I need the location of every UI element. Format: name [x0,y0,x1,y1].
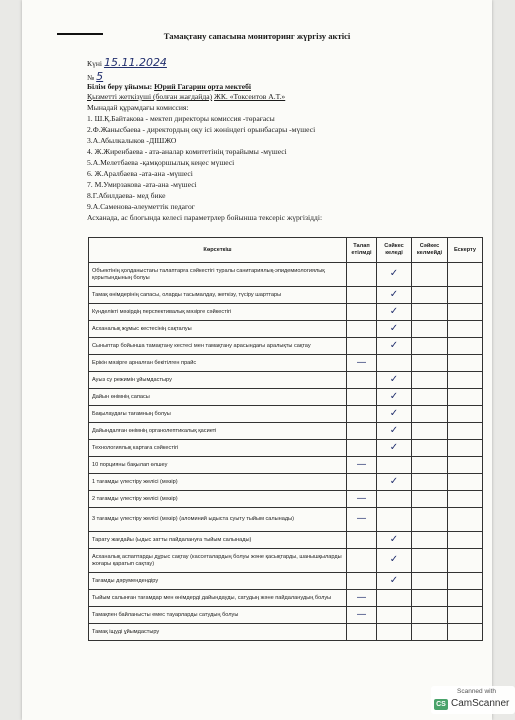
table-row [89,607,483,624]
check-mark-icon: ✓ [377,338,412,355]
member-line: 6. Ж.Аралбаева -ата-ана -мүшесі [87,169,193,178]
header-non-compliant: Сәйкес келмейді [412,238,448,263]
empty-cell [448,287,483,304]
school-line [87,82,251,91]
member-line: 9.А.Саменова-әлеуметтік педагог [87,202,195,211]
indicator-cell: Тарату жағдайы (ыдыс затты пайдалануға тыйым салынады) [89,532,347,549]
table-row [89,549,483,573]
empty-cell [412,321,448,338]
empty-cell [448,338,483,355]
table-row [89,532,483,549]
table-row [89,573,483,590]
date-line [87,56,167,69]
empty-cell [412,304,448,321]
table-row [89,624,483,641]
dash-mark: — [347,590,377,607]
check-mark-icon: ✓ [377,287,412,304]
indicator-cell: Ерікін мәзірге арналған бекітілген прайс [89,355,347,372]
school-label: Білім беру ұйымы: [87,82,153,91]
table-row [89,491,483,508]
empty-cell [412,263,448,287]
school-value: Юрий Гагарин орта мектебі [154,82,251,91]
empty-cell [412,573,448,590]
empty-cell [448,624,483,641]
table-row [89,440,483,457]
empty-cell [448,573,483,590]
empty-cell [412,491,448,508]
check-mark-icon: ✓ [377,304,412,321]
member-line: 5.А.Мелетбаева -қамқоршылық кеңес мүшесі [87,158,235,167]
table-row [89,338,483,355]
empty-cell [377,355,412,372]
dash-mark: — [347,457,377,474]
check-mark-icon: ✓ [377,372,412,389]
member-line: 2.Ф.Жаныcбаева - директордың оқу ісі жөніндегі орынбасары -мүшесі [87,125,316,134]
camscanner-watermark [431,686,515,714]
watermark-top-text: Scanned with [457,688,497,695]
check-mark-icon: ✓ [377,573,412,590]
empty-cell [347,372,377,389]
check-mark-icon: ✓ [377,263,412,287]
indicator-cell: 1 тағамды үлестіру желісі (мәзір) [89,474,347,491]
supplier-line [87,92,285,101]
member-line: 4. Ж.Жиренбаева - ата-аналар комитетінің төрайымы -мүшесі [87,147,287,156]
indicator-cell: Асханалық аспаптарды дұрыс сақтау (кассеталардың болуы және қасықтарды, шанышқыларды жоғары қаратып сақтау) [89,549,347,573]
indicator-cell: Ауыз су режимін ұйымдастыру [89,372,347,389]
table-row [89,304,483,321]
dash-mark: — [347,355,377,372]
check-mark-icon: ✓ [377,440,412,457]
empty-cell [347,624,377,641]
empty-cell [412,372,448,389]
table-row [89,287,483,304]
document-page [22,0,510,720]
document-title: Тамақтану сапасына мониторинг жүргізу актісі [163,31,351,41]
table-row [89,321,483,338]
empty-cell [347,549,377,573]
empty-cell [412,287,448,304]
empty-cell [347,406,377,423]
check-mark-icon: ✓ [377,321,412,338]
check-mark-icon: ✓ [377,532,412,549]
empty-cell [448,474,483,491]
empty-cell [448,423,483,440]
indicator-cell: Объектінің қолданыстағы талаптарға сәйкестігі туралы санитариялық-эпидемиологиялық қорытындының болуы [89,263,347,287]
table-row [89,406,483,423]
empty-cell [412,607,448,624]
empty-cell [448,389,483,406]
empty-cell [448,532,483,549]
indicator-cell: 10 порцияны бақылап өлшеу [89,457,347,474]
indicator-cell: Тыйым салынған тағамдар мен өнімдерді дайындауды, сатудың және пайдаланудың болуы [89,590,347,607]
empty-cell [347,338,377,355]
empty-cell [347,573,377,590]
member-line: 1. Ш.Қ.Байтакова - мектеп директоры комиссия -төрағасы [87,114,275,123]
empty-cell [448,457,483,474]
check-mark-icon: ✓ [377,549,412,573]
commission-intro: Мынадай құрамдағы комиссия: [87,103,189,112]
empty-cell [448,508,483,532]
empty-cell [347,440,377,457]
supplier-label: Қызметті жеткізуші (болған жағдайда) [87,92,213,101]
empty-cell [377,457,412,474]
table-row [89,423,483,440]
dash-mark: — [347,491,377,508]
member-line: 3.А.Абылкалыков -ДІШЖО [87,136,177,145]
empty-cell [412,389,448,406]
monitoring-table [88,237,483,641]
number-value: 5 [96,70,104,83]
empty-cell [347,263,377,287]
empty-cell [412,532,448,549]
empty-cell [448,607,483,624]
indicator-cell: Технологиялық картаға сәйкестігі [89,440,347,457]
indicator-cell: Тамақ өнімдерінің сапасы, оларды тасымалдау, жеткізу, түсіру шарттары [89,287,347,304]
watermark-brand: CamScanner [451,698,510,709]
empty-cell [448,406,483,423]
indicator-cell: Асханалық жұмыс кестесінің сақталуы [89,321,347,338]
empty-cell [448,321,483,338]
date-value: 15.11.2024 [103,56,167,69]
dash-mark: — [347,607,377,624]
empty-cell [412,549,448,573]
member-line: 8.Г.Абилдаева- мед бике [87,191,166,200]
table-row [89,590,483,607]
table-row [89,508,483,532]
empty-cell [412,423,448,440]
empty-cell [448,549,483,573]
table-row [89,474,483,491]
check-mark-icon: ✓ [377,423,412,440]
table-row [89,355,483,372]
table-row [89,263,483,287]
indicator-cell: Күнделікті мәзірдің перспективалық мәзірге сәйкестігі [89,304,347,321]
empty-cell [347,304,377,321]
number-label: № [87,73,95,82]
table-row [89,389,483,406]
check-mark-icon: ✓ [377,406,412,423]
check-mark-icon: ✓ [377,389,412,406]
member-line: 7. М.Умирзакова -ата-ана -мүшесі [87,180,197,189]
supplier-value: ЖК. «Токсеитов А.Т.» [214,92,286,101]
empty-cell [412,624,448,641]
indicator-cell: Тағамды дәрумендендіру [89,573,347,590]
header-note: Ескерту [448,238,483,263]
closing-line: Асханада, ас блогында келесі параметрлер бойынша тексеріс жүргізідді: [87,213,323,222]
indicator-cell: Бақылаудағы тағамның болуы [89,406,347,423]
empty-cell [412,457,448,474]
empty-cell [347,474,377,491]
empty-cell [347,321,377,338]
header-not-required: Талап етілмді [347,238,377,263]
empty-cell [448,590,483,607]
indicator-cell: Сыныптар бойынша тамақтану кестесі мен тамақтану арасындағы аралықты сақтау [89,338,347,355]
empty-cell [412,406,448,423]
table-row [89,372,483,389]
empty-cell [448,372,483,389]
table-row [89,457,483,474]
empty-cell [347,287,377,304]
indicator-cell: Тамақ іщуді ұйымдастыру [89,624,347,641]
indicator-cell: Дайындалған өнімнің органолептикалық қасиеті [89,423,347,440]
table-header-row [89,238,483,263]
empty-cell [412,338,448,355]
empty-cell [377,508,412,532]
empty-cell [448,491,483,508]
empty-cell [412,474,448,491]
empty-cell [412,590,448,607]
empty-cell [377,491,412,508]
indicator-cell: 2 тағамды үлестіру желісі (мәзір) [89,491,347,508]
empty-cell [448,440,483,457]
empty-cell [412,508,448,532]
check-mark-icon: ✓ [377,474,412,491]
header-indicator: Көрсеткіш [89,238,347,263]
empty-cell [377,607,412,624]
empty-cell [347,389,377,406]
empty-cell [412,440,448,457]
empty-cell [377,590,412,607]
dash-mark: — [347,508,377,532]
empty-cell [347,423,377,440]
empty-cell [448,263,483,287]
date-label: Күні [87,59,103,68]
header-compliant: Сәйкес келеді [377,238,412,263]
indicator-cell: 3 тағамды үлестіру желісі (мәзір) (аломиний ыдыста суыту тыйым салынады) [89,508,347,532]
empty-cell [412,355,448,372]
indicator-cell: Дайын өнімнің сапасы [89,389,347,406]
empty-cell [448,304,483,321]
empty-cell [377,624,412,641]
empty-cell [347,532,377,549]
empty-cell [448,355,483,372]
camscanner-logo-icon: CS [434,699,448,710]
indicator-cell: Тамақпен байланысты емес тауарларды сатудың болуы [89,607,347,624]
